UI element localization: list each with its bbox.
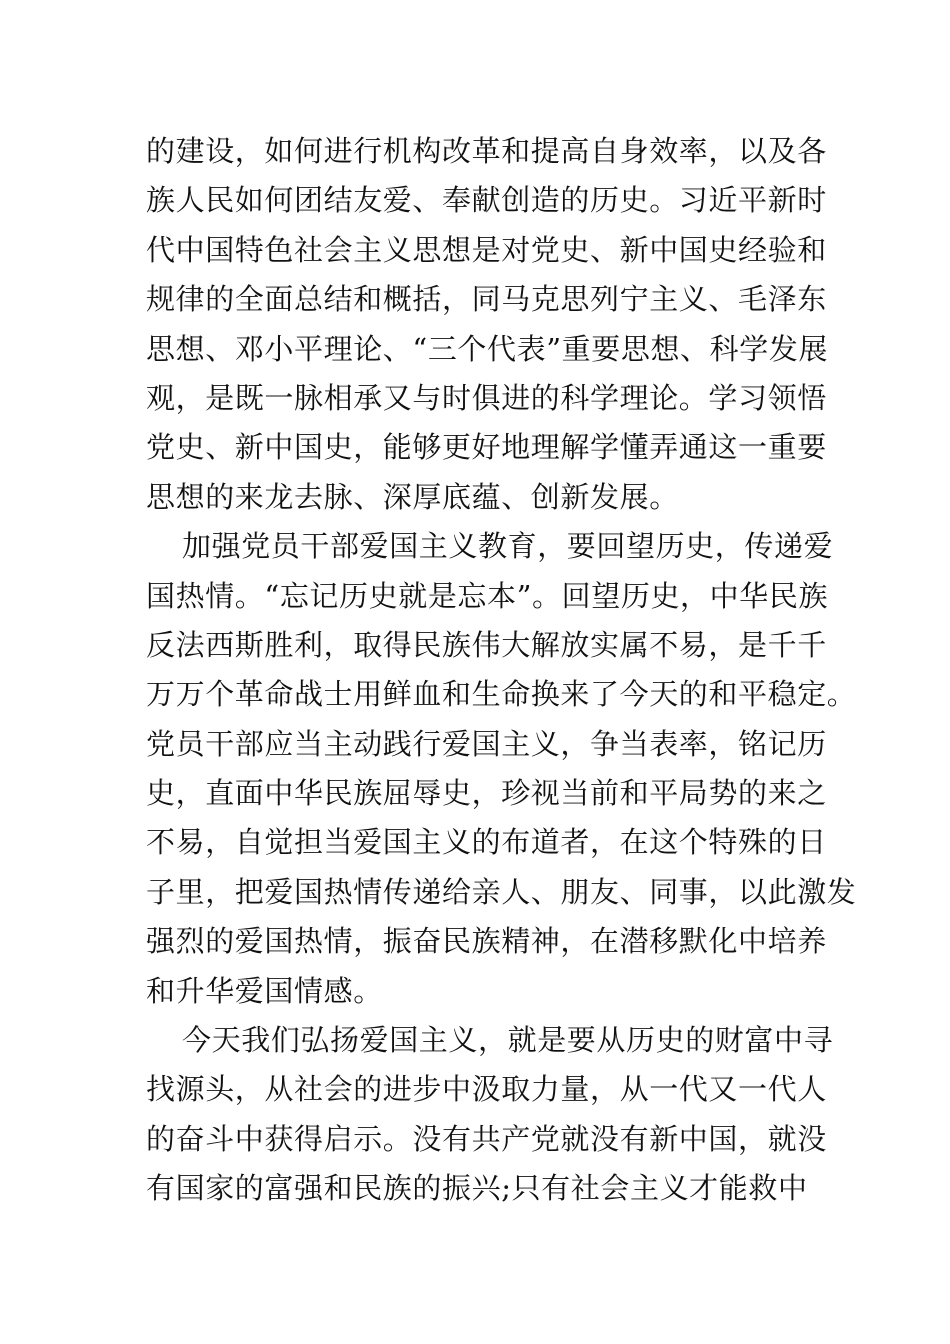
paragraph-3 xyxy=(146,1016,836,1214)
text-line: 反法西斯胜利，取得民族伟大解放实属不易，是千千 xyxy=(146,627,827,662)
text-line: 的奋斗中获得启示。没有共产党就没有新中国，就没 xyxy=(146,1121,827,1156)
text-line: 族人民如何团结友爱、奉献创造的历史。习近平新时 xyxy=(146,183,827,218)
text-line: 强烈的爱国热情，振奋民族精神，在潜移默化中培养 xyxy=(146,924,827,959)
text-line: 代中国特色社会主义思想是对党史、新中国史经验和 xyxy=(146,232,827,267)
text-line: 万万个革命战士用鲜血和生命换来了今天的和平稳定。 xyxy=(146,677,857,712)
text-line: 观，是既一脉相承又与时俱进的科学理论。学习领悟 xyxy=(146,380,827,415)
paragraph-1 xyxy=(146,127,836,522)
text-line: 党员干部应当主动践行爱国主义，争当表率，铭记历 xyxy=(146,726,827,761)
body-text xyxy=(146,127,857,1214)
text-line: 有国家的富强和民族的振兴;只有社会主义才能救中 xyxy=(146,1171,808,1206)
paragraph-2 xyxy=(146,522,857,1016)
text-line: 找源头，从社会的进步中汲取力量，从一代又一代人 xyxy=(146,1072,827,1107)
text-line: 加强党员干部爱国主义教育，要回望历史，传递爱 xyxy=(182,529,834,564)
text-line: 的建设，如何进行机构改革和提高自身效率，以及各 xyxy=(146,134,827,168)
text-line: 子里，把爱国热情传递给亲人、朋友、同事，以此激发 xyxy=(146,874,857,909)
text-line: 规律的全面总结和概括，同马克思列宁主义、毛泽东 xyxy=(146,282,827,317)
text-line: 思想、邓小平理论、“三个代表”重要思想、科学发展 xyxy=(146,331,829,366)
text-line: 不易，自觉担当爱国主义的布道者，在这个特殊的日 xyxy=(146,825,827,860)
text-line: 和升华爱国情感。 xyxy=(146,973,383,1008)
text-line: 思想的来龙去脉、深厚底蕴、创新发展。 xyxy=(146,479,679,514)
text-line: 党史、新中国史，能够更好地理解学懂弄通这一重要 xyxy=(146,430,827,465)
text-line: 今天我们弘扬爱国主义，就是要从历史的财富中寻 xyxy=(182,1023,834,1058)
text-line: 史，直面中华民族屈辱史，珍视当前和平局势的来之 xyxy=(146,776,827,811)
text-line: 国热情。“忘记历史就是忘本”。回望历史，中华民族 xyxy=(146,578,829,613)
